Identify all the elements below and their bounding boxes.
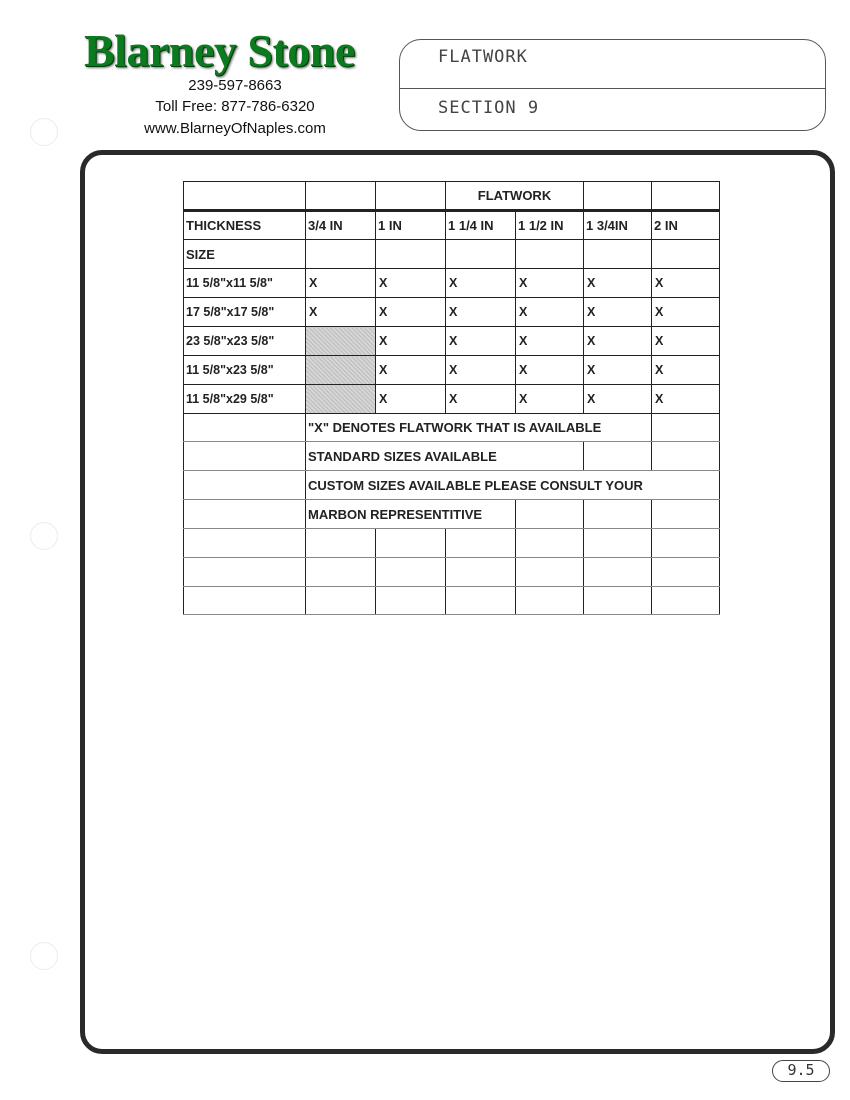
availability-cell: X <box>376 356 446 385</box>
availability-cell: X <box>446 385 516 414</box>
toll-free-number: Toll Free: 877-786-6320 <box>155 98 315 115</box>
title-divider <box>400 88 825 89</box>
unavailable-cell <box>306 356 376 385</box>
note-row <box>184 442 720 471</box>
availability-cell: X <box>306 269 376 298</box>
availability-cell: X <box>446 269 516 298</box>
note-row <box>184 500 720 529</box>
column-header: 1 1/4 IN <box>446 211 516 240</box>
availability-cell: X <box>516 385 584 414</box>
availability-cell: X <box>516 327 584 356</box>
availability-cell: X <box>652 269 720 298</box>
table-row <box>184 298 720 327</box>
column-header: 3/4 IN <box>306 211 376 240</box>
table-row <box>184 356 720 385</box>
column-header: 1 3/4IN <box>584 211 652 240</box>
availability-cell: X <box>652 356 720 385</box>
availability-cell: X <box>652 385 720 414</box>
page-number: 9.5 <box>772 1060 830 1082</box>
availability-cell: X <box>376 327 446 356</box>
availability-cell: X <box>446 327 516 356</box>
availability-cell: X <box>584 269 652 298</box>
size-cell: 23 5/8"x23 5/8" <box>184 327 306 356</box>
section-title-box <box>399 39 826 131</box>
size-cell: 11 5/8"x11 5/8" <box>184 269 306 298</box>
size-cell: 11 5/8"x23 5/8" <box>184 356 306 385</box>
availability-cell: X <box>652 327 720 356</box>
phone-number: 239-597-8663 <box>188 77 282 94</box>
blank-row <box>184 529 720 558</box>
availability-cell: X <box>584 356 652 385</box>
note-row <box>184 414 720 442</box>
note-text: CUSTOM SIZES AVAILABLE PLEASE CONSULT YOUR <box>306 471 720 500</box>
table-row <box>184 327 720 356</box>
note-row <box>184 471 720 500</box>
punch-hole <box>30 118 58 146</box>
availability-cell: X <box>584 298 652 327</box>
note-text: "X" DENOTES FLATWORK THAT IS AVAILABLE <box>306 414 652 442</box>
availability-cell: X <box>446 356 516 385</box>
availability-cell: X <box>376 269 446 298</box>
punch-hole <box>30 522 58 550</box>
availability-cell: X <box>584 385 652 414</box>
blank-row <box>184 587 720 615</box>
availability-cell: X <box>376 298 446 327</box>
availability-cell: X <box>446 298 516 327</box>
note-text: STANDARD SIZES AVAILABLE <box>306 442 584 471</box>
group-label: FLATWORK <box>446 182 584 211</box>
size-label: SIZE <box>184 240 306 269</box>
section-title: SECTION 9 <box>438 98 540 118</box>
flatwork-table <box>183 181 720 615</box>
website-link[interactable]: www.BlarneyOfNaples.com <box>144 120 326 137</box>
table-group-row <box>184 182 720 211</box>
availability-cell: X <box>652 298 720 327</box>
unavailable-cell <box>306 385 376 414</box>
availability-cell: X <box>376 385 446 414</box>
availability-cell: X <box>516 298 584 327</box>
brand-logo: Blarney Stone <box>84 25 355 76</box>
size-cell: 11 5/8"x29 5/8" <box>184 385 306 414</box>
size-cell: 17 5/8"x17 5/8" <box>184 298 306 327</box>
blank-row <box>184 558 720 587</box>
punch-hole <box>30 942 58 970</box>
note-text: MARBON REPRESENTITIVE <box>306 500 516 529</box>
unavailable-cell <box>306 327 376 356</box>
size-header-row <box>184 240 720 269</box>
availability-cell: X <box>516 269 584 298</box>
table-row <box>184 269 720 298</box>
category-title: FLATWORK <box>438 47 528 67</box>
availability-cell: X <box>306 298 376 327</box>
thickness-header-row <box>184 211 720 240</box>
table-row <box>184 385 720 414</box>
column-header: 1 IN <box>376 211 446 240</box>
thickness-label: THICKNESS <box>184 211 306 240</box>
column-header: 1 1/2 IN <box>516 211 584 240</box>
availability-cell: X <box>516 356 584 385</box>
availability-cell: X <box>584 327 652 356</box>
column-header: 2 IN <box>652 211 720 240</box>
